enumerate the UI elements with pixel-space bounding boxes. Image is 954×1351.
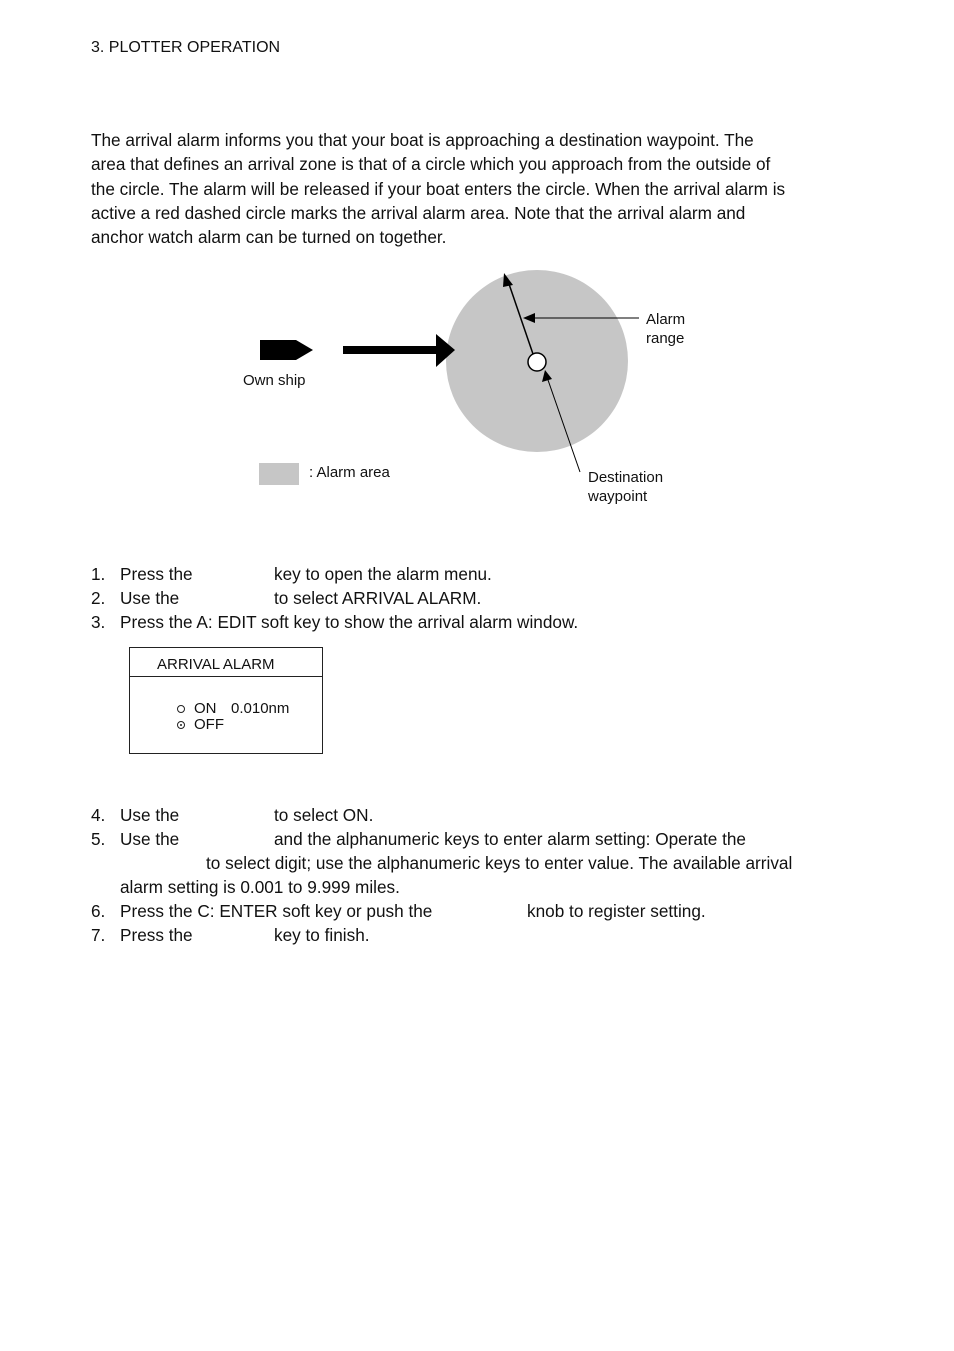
intro-line: the circle. The alarm will be released if your boat enters the circle. When the arrival alarm is	[91, 178, 786, 199]
window-title-bar	[130, 648, 322, 677]
legend-label: : Alarm area	[309, 464, 390, 481]
destination-waypoint-icon	[528, 353, 546, 371]
destination-label-line1: Destination	[588, 469, 664, 486]
step-number: 2.	[91, 588, 106, 608]
step-number: 3.	[91, 612, 106, 632]
window-title: ARRIVAL ALARM	[157, 656, 275, 673]
intro-line: area that defines an arrival zone is that of a circle which you approach from the outside of	[91, 154, 771, 175]
radio-on-icon[interactable]	[177, 705, 185, 713]
step-number: 1.	[91, 564, 106, 584]
radio-off-icon[interactable]	[177, 721, 185, 729]
option-on-label: ON	[194, 700, 217, 717]
alarm-range-label-line1: Alarm	[646, 311, 686, 328]
step-text: alarm setting is 0.001 to 9.999 miles.	[120, 877, 400, 897]
step-number: 7.	[91, 925, 106, 945]
step-text: key to finish.	[274, 925, 370, 945]
step-text: Press the	[120, 564, 193, 584]
intro-line: active a red dashed circle marks the arrival alarm area. Note that the arrival alarm and	[91, 202, 746, 223]
step-text: knob to register setting.	[527, 901, 706, 921]
step-text: Press the	[120, 925, 193, 945]
step-text: and the alphanumeric keys to enter alarm setting: Operate the	[274, 829, 746, 849]
own-ship-label: Own ship	[243, 372, 306, 389]
legend-swatch	[259, 463, 299, 485]
step-text: Press the A: EDIT soft key to show the arrival alarm window.	[120, 612, 579, 632]
arrival-alarm-diagram	[0, 0, 954, 540]
section-header: 3. PLOTTER OPERATION	[91, 39, 281, 56]
alarm-range-label-line2: range	[646, 330, 685, 347]
step-text: to select digit; use the alphanumeric keys to enter value. The available arrival	[206, 853, 793, 873]
step-text: Use the	[120, 588, 180, 608]
option-on-value: 0.010nm	[231, 700, 290, 717]
step-text: key to open the alarm menu.	[274, 564, 492, 584]
step-text: to select ON.	[274, 805, 374, 825]
approach-arrow-shaft	[343, 346, 437, 354]
own-ship-icon	[260, 340, 313, 360]
step-text: Use the	[120, 829, 180, 849]
step-text: Press the C: ENTER soft key or push the	[120, 901, 433, 921]
option-off-label: OFF	[194, 716, 224, 733]
destination-label-line2: waypoint	[588, 488, 648, 505]
intro-line: anchor watch alarm can be turned on together.	[91, 227, 447, 248]
step-number: 5.	[91, 829, 106, 849]
arrival-alarm-window	[129, 647, 323, 754]
step-text: Use the	[120, 805, 180, 825]
intro-line: The arrival alarm informs you that your boat is approaching a destination waypoint. The	[91, 130, 754, 150]
step-text: to select ARRIVAL ALARM.	[274, 588, 482, 608]
step-number: 4.	[91, 805, 106, 825]
step-number: 6.	[91, 901, 106, 921]
